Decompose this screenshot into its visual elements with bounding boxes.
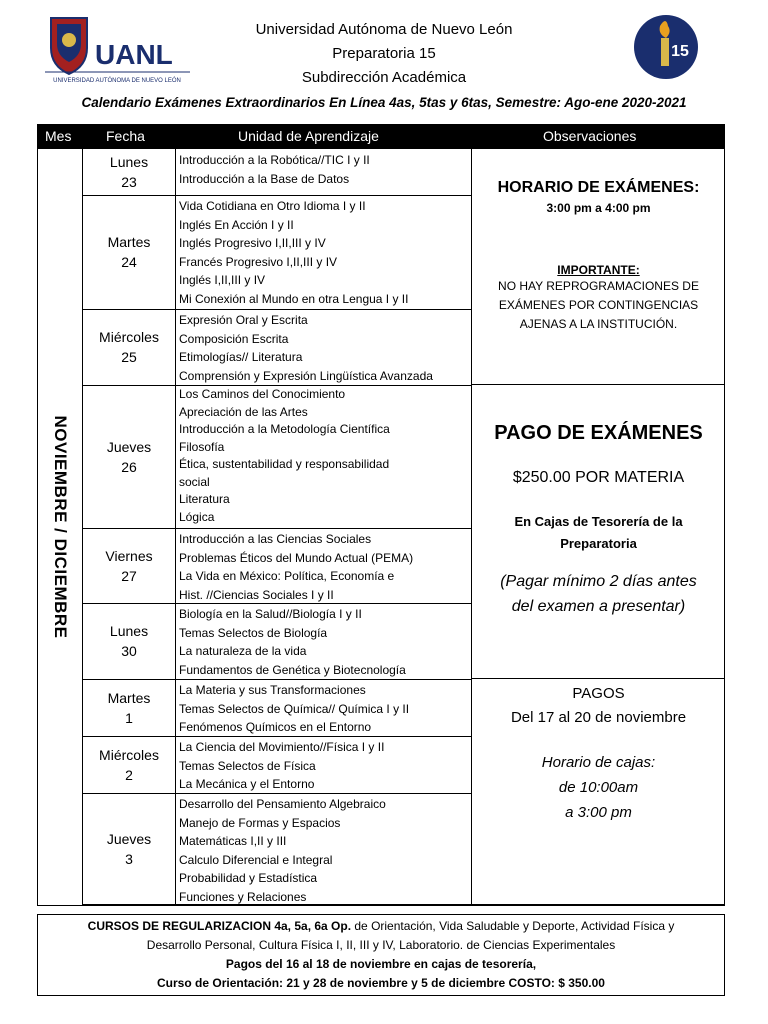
unit-item: Filosofía [179, 439, 225, 454]
day-name: Martes [107, 689, 151, 706]
date-cell [83, 195, 176, 309]
university-name: Universidad Autónoma de Nuevo León [255, 21, 513, 38]
unit-item: Mi Conexión al Mundo en otra Lengua I y II [179, 291, 409, 306]
column-header-unidad: Unidad de Aprendizaje [238, 128, 379, 144]
unit-item: Lógica [179, 509, 215, 524]
units-cell [179, 530, 475, 604]
date-cell [83, 149, 176, 195]
day-name: Jueves [106, 438, 152, 455]
date-cell [83, 385, 176, 528]
unit-item: social [179, 474, 210, 489]
unit-item: Introducción a la Metodología Científica [179, 422, 390, 436]
date-cell [83, 528, 176, 603]
table-row [83, 195, 471, 310]
unit-item: Funciones y Relaciones [179, 889, 307, 904]
day-number: 30 [121, 643, 137, 659]
unit-item: Ética, sustentabilidad y responsabilidad [179, 457, 390, 471]
unit-item: Comprensión y Expresión Lingüística Avanzada [179, 368, 433, 383]
payment-price: $250.00 POR MATERIA [512, 469, 685, 486]
unit-item: Desarrollo del Pensamiento Algebraico [179, 797, 386, 811]
day-name: Miércoles [99, 746, 159, 763]
unit-item: La Ciencia del Movimiento//Física I y II [179, 740, 385, 754]
unit-item: Temas Selectos de Física [179, 758, 316, 773]
important-line: NO HAY REPROGRAMACIONES DE [498, 279, 699, 293]
footer-line: Desarrollo Personal, Cultura Física I, II, III y IV, Laboratorio. de Ciencias Experimentales [146, 938, 616, 952]
unit-item: Introducción a las Ciencias Sociales [179, 532, 372, 546]
payment-note: del examen a presentar) [511, 598, 686, 615]
table-header [38, 125, 724, 149]
units-cell [179, 197, 475, 308]
unit-item: Literatura [179, 492, 230, 506]
unit-item: Composición Escrita [179, 331, 289, 346]
cashier-hours: a 3:00 pm [565, 804, 632, 821]
day-number: 24 [121, 254, 137, 270]
column-header-fecha: Fecha [106, 128, 145, 144]
units-cell [179, 681, 475, 737]
table-row [83, 149, 471, 196]
day-name: Viernes [105, 547, 153, 564]
unit-item: Manejo de Formas y Espacios [179, 815, 341, 830]
uanl-logo-text: UANL [95, 39, 173, 70]
unit-item: Calculo Diferencial e Integral [179, 852, 333, 867]
document-header [0, 18, 768, 90]
column-header-mes: Mes [45, 128, 72, 144]
table-row [83, 385, 471, 529]
unit-item: La Vida en México: Política, Economía e [179, 569, 395, 583]
day-name: Lunes [109, 154, 149, 170]
unit-item: La Mecánica y el Entorno [179, 777, 315, 791]
uanl-logo-caption: UNIVERSIDAD AUTÓNOMA DE NUEVO LEÓN [53, 78, 181, 84]
payments-dates: Del 17 al 20 de noviembre [510, 709, 687, 726]
units-cell [179, 311, 475, 385]
day-number: 27 [121, 567, 137, 584]
unit-item: Probabilidad y Estadística [179, 871, 318, 885]
day-number: 23 [121, 174, 137, 190]
payments-label: PAGOS [572, 685, 625, 702]
day-number: 1 [125, 709, 133, 726]
footer-line: Curso de Orientación: 21 y 28 de noviembre y 5 de diciembre COSTO: $ 350.00 [157, 976, 605, 990]
units-cell [179, 151, 475, 188]
unit-item: Francés Progresivo I,II,III y IV [179, 254, 338, 269]
department-name: Subdirección Académica [301, 69, 467, 86]
footer-courses-label: CURSOS DE REGULARIZACION 4a, 5a, 6a Op. [87, 919, 352, 933]
school-name: Preparatoria 15 [332, 45, 436, 62]
unit-item: Problemas Éticos del Mundo Actual (PEMA) [179, 550, 414, 565]
column-header-observaciones: Observaciones [543, 128, 637, 144]
unit-item: Temas Selectos de Química// Química I y II [179, 701, 410, 716]
unit-item: Matemáticas I,II y III [179, 834, 287, 848]
observations-payment [471, 384, 725, 679]
date-cell [83, 793, 176, 904]
table-row [83, 736, 471, 794]
day-number: 26 [121, 458, 137, 475]
payment-location: En Cajas de Tesorería de la [514, 514, 683, 529]
month-label: NOVIEMBRE / DICIEMBRE [51, 415, 70, 639]
footer-line: Pagos del 16 al 18 de noviembre en cajas de tesorería, [225, 957, 537, 971]
exam-schedule-time: 3:00 pm a 4:00 pm [546, 201, 651, 215]
unit-item: Inglés En Acción I y II [179, 217, 294, 232]
exam-calendar-table [37, 124, 725, 906]
unit-item: Temas Selectos de Biología [179, 625, 328, 640]
unit-item: Fundamentos de Genética y Biotecnología [179, 662, 406, 677]
unit-item: Los Caminos del Conocimiento [179, 387, 346, 401]
units-cell [179, 795, 475, 906]
important-label: IMPORTANTE: [557, 263, 640, 277]
unit-item: Introducción a la Base de Datos [179, 171, 350, 186]
cashier-hours: de 10:00am [558, 779, 639, 796]
observations-payment-dates [471, 678, 725, 905]
unit-item: Fenómenos Químicos en el Entorno [179, 720, 372, 734]
unit-item: Inglés Progresivo I,II,III y IV [179, 236, 326, 250]
footer-line [38, 917, 724, 936]
observations-schedule [471, 149, 725, 385]
date-cell [83, 309, 176, 385]
unit-item: Apreciación de las Artes [179, 404, 308, 419]
payment-note: (Pagar mínimo 2 días antes [500, 573, 697, 590]
unit-item: Biología en la Salud//Biología I y II [179, 607, 362, 621]
day-name: Martes [107, 234, 151, 250]
table-row [83, 793, 471, 905]
month-column [38, 149, 83, 905]
cashier-hours: Horario de cajas: [541, 754, 656, 771]
date-cell [83, 603, 176, 679]
unit-item: La naturaleza de la vida [179, 644, 307, 658]
units-cell [179, 386, 475, 526]
day-number: 2 [125, 766, 133, 783]
day-name: Jueves [106, 830, 152, 847]
calendar-title: Calendario Exámenes Extraordinarios En Línea 4as, 5tas y 6tas, Semestre: Ago-ene 2020-2021 [81, 95, 687, 110]
important-line: AJENAS A LA INSTITUCIÓN. [519, 317, 678, 331]
units-cell [179, 738, 475, 794]
unit-item: Etimologías// Literatura [179, 350, 303, 364]
unit-item: La Materia y sus Transformaciones [179, 683, 366, 697]
table-row [83, 528, 471, 604]
unit-item: Introducción a la Robótica//TIC I y II [179, 153, 370, 167]
day-name: Miércoles [99, 329, 159, 345]
day-name: Lunes [109, 623, 149, 639]
table-row [83, 603, 471, 680]
regularization-courses-box [37, 914, 725, 996]
prepa15-logo-number: 15 [671, 43, 689, 60]
date-cell [83, 679, 176, 736]
units-cell [179, 605, 475, 679]
payment-location: Preparatoria [560, 536, 637, 551]
unit-item: Vida Cotidiana en Otro Idioma I y II [179, 199, 366, 213]
date-cell [83, 736, 176, 793]
exam-schedule-title: HORARIO DE EXÁMENES: [497, 179, 700, 196]
important-line: EXÁMENES POR CONTINGENCIAS [498, 298, 699, 312]
unit-item: Hist. //Ciencias Sociales I y II [179, 587, 334, 602]
unit-item: Expresión Oral y Escrita [179, 313, 308, 327]
day-number: 3 [125, 850, 133, 867]
table-row [83, 679, 471, 737]
payment-title: PAGO DE EXÁMENES [494, 422, 703, 444]
footer-courses-text: de Orientación, Vida Saludable y Deporte, Actividad Física y [351, 919, 675, 933]
day-number: 25 [121, 349, 137, 365]
table-row [83, 309, 471, 386]
unit-item: Inglés I,II,III y IV [179, 273, 266, 287]
